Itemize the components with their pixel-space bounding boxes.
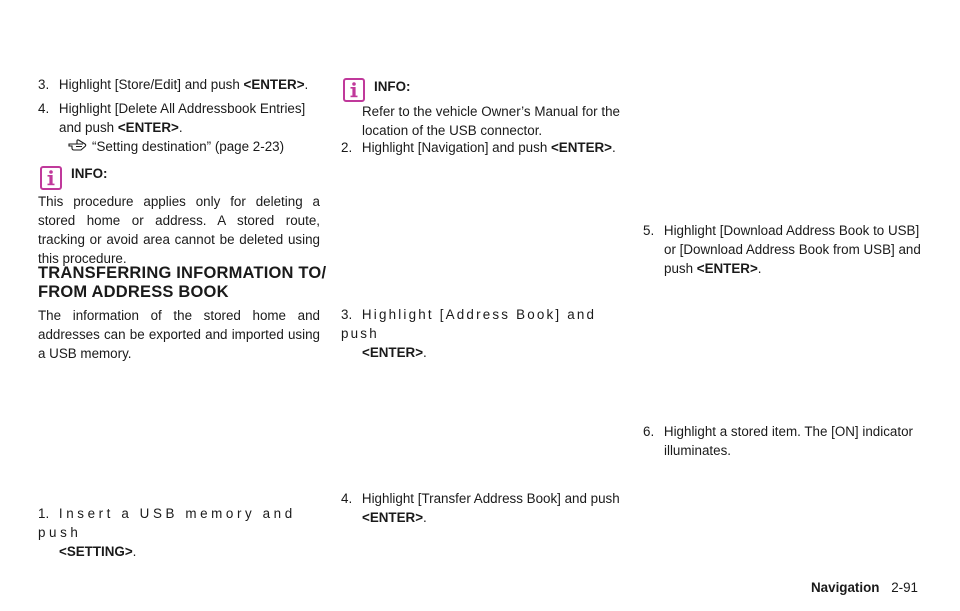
step-6-highlight-stored-item bbox=[643, 422, 933, 460]
step-3-store-edit bbox=[38, 75, 308, 94]
page-footer bbox=[811, 578, 918, 597]
key-label: <ENTER> bbox=[696, 261, 758, 276]
step-text-line1: Highlight a stored item. The [ON] indicator bbox=[663, 424, 913, 439]
step-end: . bbox=[423, 345, 427, 360]
step-1-insert-usb bbox=[38, 504, 320, 561]
step-end: . bbox=[612, 140, 616, 155]
step-4-transfer-address-book bbox=[341, 489, 631, 527]
step-text: Highlight [Address Book] and push bbox=[341, 307, 597, 341]
step-end: . bbox=[757, 261, 762, 276]
step-text-line1: Highlight [Download Address Book to USB] bbox=[663, 223, 920, 238]
step-end: . bbox=[423, 510, 427, 525]
step-number: 2. bbox=[341, 140, 353, 155]
intro-paragraph: The information of the stored home and addresses can be exported and imported using a USB memory. bbox=[38, 308, 320, 361]
step-end: . bbox=[178, 120, 183, 135]
step-text-line2: illuminates. bbox=[664, 443, 731, 458]
step-text-line1: Highlight [Delete All Addressbook Entries] bbox=[58, 101, 306, 116]
footer-page-number: 2-91 bbox=[891, 580, 918, 595]
step-text-line2: or [Download Address Book from USB] and bbox=[664, 242, 921, 257]
info-title: INFO: bbox=[71, 166, 108, 181]
step-4-delete-all bbox=[38, 99, 320, 157]
step-end: . bbox=[304, 77, 309, 92]
step-text: Highlight [Navigation] and push bbox=[361, 140, 551, 155]
info-text: Refer to the vehicle Owner’s Manual for the location of the USB connector. bbox=[362, 104, 620, 138]
step-5-download-address-book bbox=[643, 221, 933, 278]
step-text: Highlight [Transfer Address Book] and push bbox=[361, 491, 620, 506]
step-number: 3. bbox=[38, 77, 50, 92]
info-title: INFO: bbox=[374, 79, 411, 94]
step-number: 4. bbox=[38, 101, 50, 116]
info-icon bbox=[343, 78, 365, 102]
section-heading bbox=[38, 264, 328, 302]
step-end: . bbox=[132, 544, 137, 559]
step-number: 3. bbox=[341, 307, 353, 322]
step-3-address-book bbox=[341, 305, 623, 362]
info-text: This procedure applies only for deleting a stored home or address. A stored route, tracking or avoid area cannot be deleted using this procedure. bbox=[38, 194, 320, 266]
key-label: <ENTER> bbox=[550, 140, 613, 155]
info-icon bbox=[40, 166, 62, 190]
step-text-line3: push bbox=[664, 261, 697, 276]
cross-reference bbox=[38, 137, 320, 157]
footer-section: Navigation bbox=[811, 580, 880, 595]
step-number: 5. bbox=[643, 223, 655, 238]
step-text-line2: and push bbox=[59, 120, 118, 135]
key-label: <SETTING> bbox=[59, 544, 133, 559]
pointing-hand-icon bbox=[68, 138, 88, 157]
key-label: <ENTER> bbox=[117, 120, 179, 135]
step-text: Insert a USB memory and push bbox=[38, 506, 296, 540]
step-number: 1. bbox=[38, 506, 50, 521]
step-text: Highlight [Store/Edit] and push bbox=[58, 77, 244, 92]
step-number: 6. bbox=[643, 424, 655, 439]
section-heading-line2: FROM ADDRESS BOOK bbox=[38, 283, 229, 301]
step-number: 4. bbox=[341, 491, 353, 506]
reference-text: “Setting destination” (page 2-23) bbox=[92, 139, 285, 154]
step-2-navigation bbox=[341, 138, 616, 157]
key-label: <ENTER> bbox=[243, 77, 305, 92]
key-label: <ENTER> bbox=[362, 345, 424, 360]
section-heading-line1: TRANSFERRING INFORMATION TO/ bbox=[38, 264, 327, 282]
key-label: <ENTER> bbox=[362, 510, 424, 525]
